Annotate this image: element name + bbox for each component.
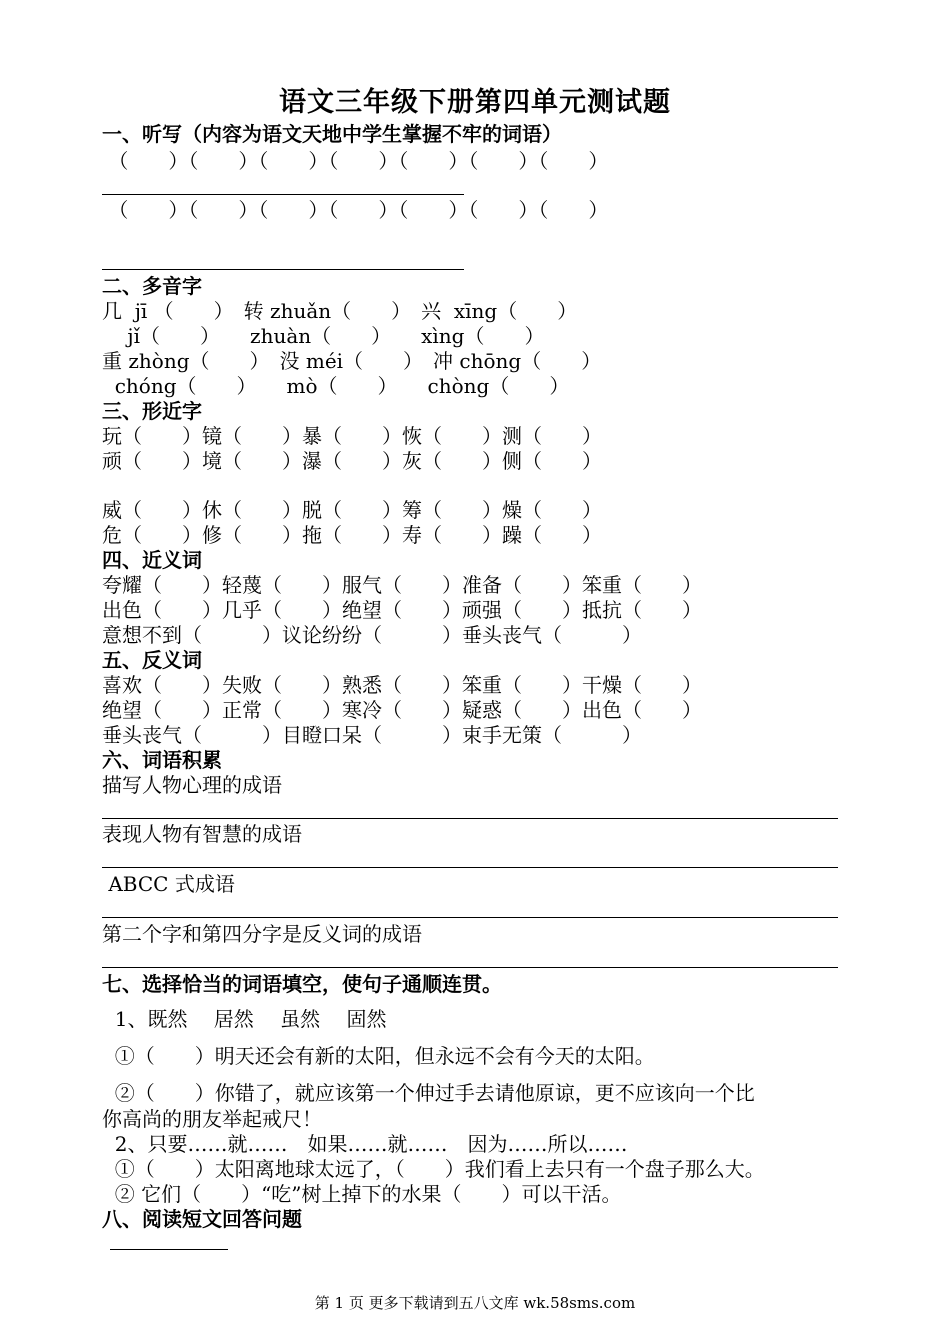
idiom-prompt: ABCC 式成语 (102, 872, 235, 896)
sentence-line: 你高尚的朋友举起戒尺！ (102, 1107, 322, 1131)
sentence-line: ①（ ）明天还会有新的太阳，但永远不会有今天的太阳。 (102, 1044, 655, 1068)
polyphone-line: 几 jī （ ） 转 zhuǎn（ ） 兴 xīng（ ） (102, 299, 578, 323)
similar-chars-line: 玩（ ）镜（ ）暴（ ）恢（ ）测（ ） (102, 424, 602, 448)
word-choice-line: 2、只要……就…… 如果……就…… 因为……所以…… (102, 1132, 628, 1156)
antonym-line: 垂头丧气（ ）目瞪口呆（ ）束手无策（ ） (102, 723, 642, 747)
answer-line (102, 867, 838, 868)
answer-line (102, 269, 464, 270)
polyphone-line: 重 zhòng（ ） 没 méi（ ） 冲 chōng（ ） (102, 349, 602, 373)
idiom-prompt: 表现人物有智慧的成语 (102, 822, 302, 846)
section-1-heading: 一、听写（内容为语文天地中学生掌握不牢的词语） (102, 122, 562, 146)
idiom-prompt: 描写人物心理的成语 (102, 773, 282, 797)
section-6-heading: 六、词语积累 (102, 748, 222, 772)
answer-line (102, 967, 838, 968)
section-3-heading: 三、形近字 (102, 399, 202, 423)
section-2-heading: 二、多音字 (102, 274, 202, 298)
dictation-row-1: （ ）（ ）（ ）（ ）（ ）（ ）（ ） (102, 149, 609, 173)
answer-line (102, 917, 838, 918)
antonym-line: 绝望（ ）正常（ ）寒冷（ ）疑惑（ ）出色（ ） (102, 698, 702, 722)
page-title: 语文三年级下册第四单元测试题 (279, 87, 671, 118)
polyphone-line: chóng（ ） mò（ ） chòng（ ） (102, 374, 570, 398)
synonym-line: 夸耀（ ）轻蔑（ ）服气（ ）准备（ ）笨重（ ） (102, 573, 702, 597)
similar-chars-line: 危（ ）修（ ）拖（ ）寿（ ）躁（ ） (102, 523, 602, 547)
polyphone-line: jǐ（ ） zhuàn（ ） xìng（ ） (102, 324, 545, 348)
section-5-heading: 五、反义词 (102, 648, 202, 672)
dictation-row-2: （ ）（ ）（ ）（ ）（ ）（ ）（ ） (102, 198, 609, 222)
synonym-line: 出色（ ）几乎（ ）绝望（ ）顽强（ ）抵抗（ ） (102, 598, 702, 622)
page-footer: 第 1 页 更多下载请到五八文库 wk.58sms.com (314, 1294, 636, 1312)
word-choice-line: 1、既然 居然 虽然 固然 (102, 1007, 387, 1031)
similar-chars-line: 威（ ）休（ ）脱（ ）筹（ ）燥（ ） (102, 498, 602, 522)
answer-line (110, 1249, 228, 1250)
similar-chars-line: 顽（ ）境（ ）瀑（ ）灰（ ）侧（ ） (102, 449, 602, 473)
sentence-line: ② 它们（ ）“吃”树上掉下的水果（ ）可以干活。 (102, 1182, 622, 1206)
sentence-line: ①（ ）太阳离地球太远了，（ ）我们看上去只有一个盘子那么大。 (102, 1157, 765, 1181)
section-8-heading: 八、阅读短文回答问题 (102, 1207, 302, 1231)
idiom-prompt: 第二个字和第四分字是反义词的成语 (102, 922, 422, 946)
synonym-line: 意想不到（ ）议论纷纷（ ）垂头丧气（ ） (102, 623, 642, 647)
section-4-heading: 四、近义词 (102, 548, 202, 572)
antonym-line: 喜欢（ ）失败（ ）熟悉（ ）笨重（ ）干燥（ ） (102, 673, 702, 697)
sentence-line: ②（ ）你错了，就应该第一个伸过手去请他原谅，更不应该向一个比 (102, 1081, 755, 1105)
section-7-heading: 七、选择恰当的词语填空，使句子通顺连贯。 (102, 972, 502, 996)
answer-line (102, 818, 838, 819)
answer-line (102, 194, 464, 195)
